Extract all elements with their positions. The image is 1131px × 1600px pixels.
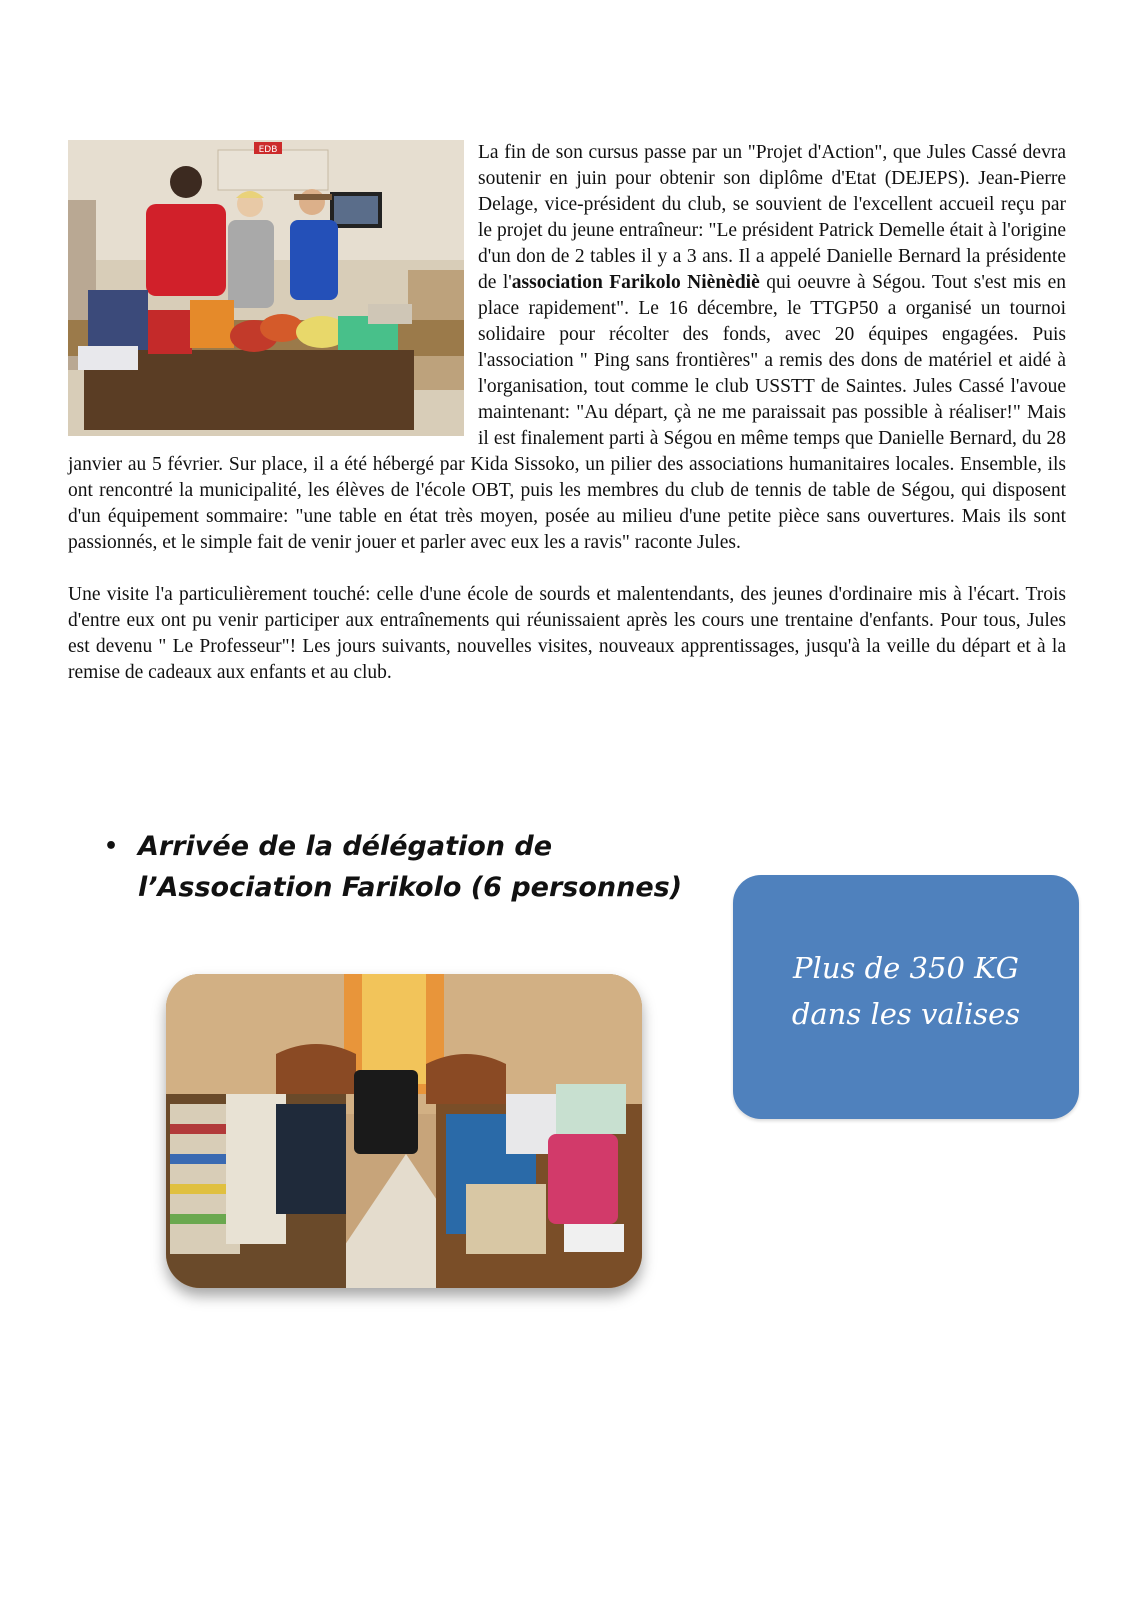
photo-sign-text: EDB	[258, 145, 278, 155]
luggage-callout-text: Plus de 350 KG dans les valises	[791, 951, 1021, 1031]
paragraph-1-part-3: qui oeuvre à Ségou. Tout s'est mis en place rapidement". Le 16 décembre, le TTGP50 a organisé un tournoi solidaire pour récolter des fonds, avec 20 équipes engagées. Puis l'association " Ping sans frontières" a remis des dons de matériel et aidé à l'organisation, tout comme le club USSTT de Saintes. Jules Cassé l'avoue maintenant: "Au départ, çà ne me paraissait pas possible à réaliser!" Mais il est finalement parti à Ségou en même temps que Danielle Bernard, du 28 janvier au 5 février. Sur place, il a été hébergé par Kida Sissoko, un pilier des associations humanitaires locales. Ensemble, ils ont rencontré la municipalité, les élèves de l'école OBT, puis les membres du club de tennis de table de Ségou, qui disposent d'un équipement sommaire: "une table en état très moyen, posée au milieu d'une petite pièce sans ouvertures. Mais ils sont passionnés, et le simple fait de venir jouer et parler avec eux les a ravis" raconte Jules.	[68, 272, 1066, 553]
luggage-room-photo	[166, 974, 642, 1288]
paragraph-1-part-1: La fin de son cursus passe par un "Projet d'Action", que Jules Cassé devra soutenir en juin pour obtenir son diplôme d'Etat (DEJEPS). Jean-Pierre Delage, vice-président du club, se souvient de l'excellent accueil reçu par le projet du jeune entraîneur: "Le président Patrick Demelle était à l'origine d'un don de 2 tables il y a 3 ans. Il a appelé Danielle Bernard la présidente de l'	[478, 142, 1066, 293]
bullet-point: •	[104, 834, 119, 859]
association-name: association Farikolo Niènèdiè	[511, 272, 760, 293]
delegation-heading-text: Arrivée de la délégation de l’Association Farikolo (6 personnes)	[138, 831, 683, 903]
donation-table-photo	[68, 140, 464, 436]
luggage-callout-box	[733, 875, 1079, 1119]
article-paragraph-2: Une visite l'a particulièrement touché: celle d'une école de sourds et malentendants, des jeunes d'ordinaire mis à l'écart. Trois d'entre eux ont pu venir participer aux entraînements qui réunissaient après les cours une trentaine d'enfants. Pour tous, Jules est devenu " Le Professeur"! Les jours suivants, nouvelles visites, nouveaux apprentissages, jusqu'à la veille du départ et à la remise de cadeaux aux enfants et au club.	[68, 584, 1066, 683]
article-text	[68, 140, 1066, 686]
